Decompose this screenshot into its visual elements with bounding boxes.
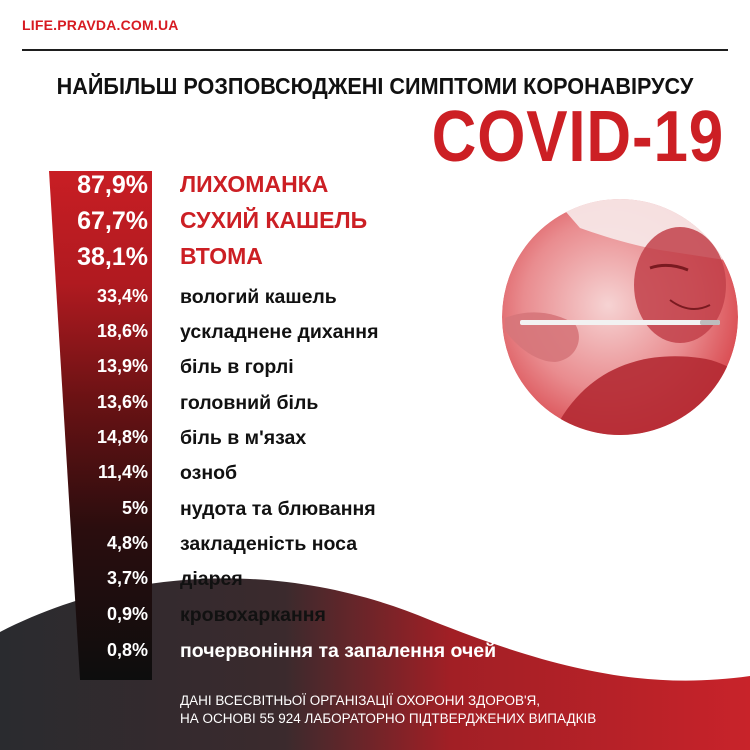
symptom-label: почервоніння та запалення очей	[180, 640, 497, 662]
symptom-label: СУХИЙ КАШЕЛЬ	[180, 207, 368, 233]
symptom-label: біль в горлі	[180, 356, 294, 378]
symptom-label: головний біль	[180, 392, 319, 414]
symptom-percent: 14,8%	[96, 427, 148, 447]
source-footnote	[180, 692, 596, 728]
symptom-percent: 38,1%	[77, 243, 148, 271]
symptom-percent: 11,4%	[97, 462, 148, 482]
symptom-percent: 87,9%	[77, 171, 148, 199]
page-headline: НАЙБІЛЬШ РОЗПОВСЮДЖЕНІ СИМПТОМИ КОРОНАВІРУСУ	[56, 73, 694, 99]
symptom-label: біль в м'язах	[180, 427, 307, 449]
top-divider	[22, 49, 728, 51]
symptom-label: діарея	[180, 568, 243, 590]
symptom-percent: 0,9%	[106, 604, 148, 624]
symptom-percent: 33,4%	[96, 286, 148, 306]
symptom-percent: 3,7%	[106, 568, 148, 588]
symptom-percent: 13,9%	[96, 356, 148, 376]
covid-title: COVID-19	[431, 97, 724, 177]
symptom-label: закладеність носа	[180, 533, 358, 555]
symptom-percent: 4,8%	[106, 533, 148, 553]
footnote-line: НА ОСНОВІ 55 924 ЛАБОРАТОРНО ПІДТВЕРДЖЕНИХ ВИПАДКІВ	[180, 711, 597, 726]
symptom-label: кровохаркання	[180, 604, 326, 626]
symptom-label: озноб	[180, 462, 238, 484]
symptom-percent: 0,8%	[106, 640, 148, 660]
source-url[interactable]: LIFE.PRAVDA.COM.UA	[22, 17, 179, 33]
sick-man-thermometer-photo	[502, 184, 750, 450]
symptom-percent: 5%	[121, 498, 148, 518]
symptom-label: вологий кашель	[180, 286, 337, 308]
footnote-line: ДАНІ ВСЕСВІТНЬОЇ ОРГАНІЗАЦІЇ ОХОРОНИ ЗДОРОВ'Я,	[180, 693, 541, 708]
symptom-label: нудота та блювання	[180, 498, 376, 520]
symptom-percent: 18,6%	[96, 321, 148, 341]
symptom-percent: 13,6%	[96, 392, 148, 412]
symptom-percent: 67,7%	[77, 207, 148, 235]
symptom-label: ЛИХОМАНКА	[180, 171, 329, 197]
symptom-label: ускладнене дихання	[180, 321, 379, 343]
symptom-label: ВТОМА	[180, 243, 263, 269]
